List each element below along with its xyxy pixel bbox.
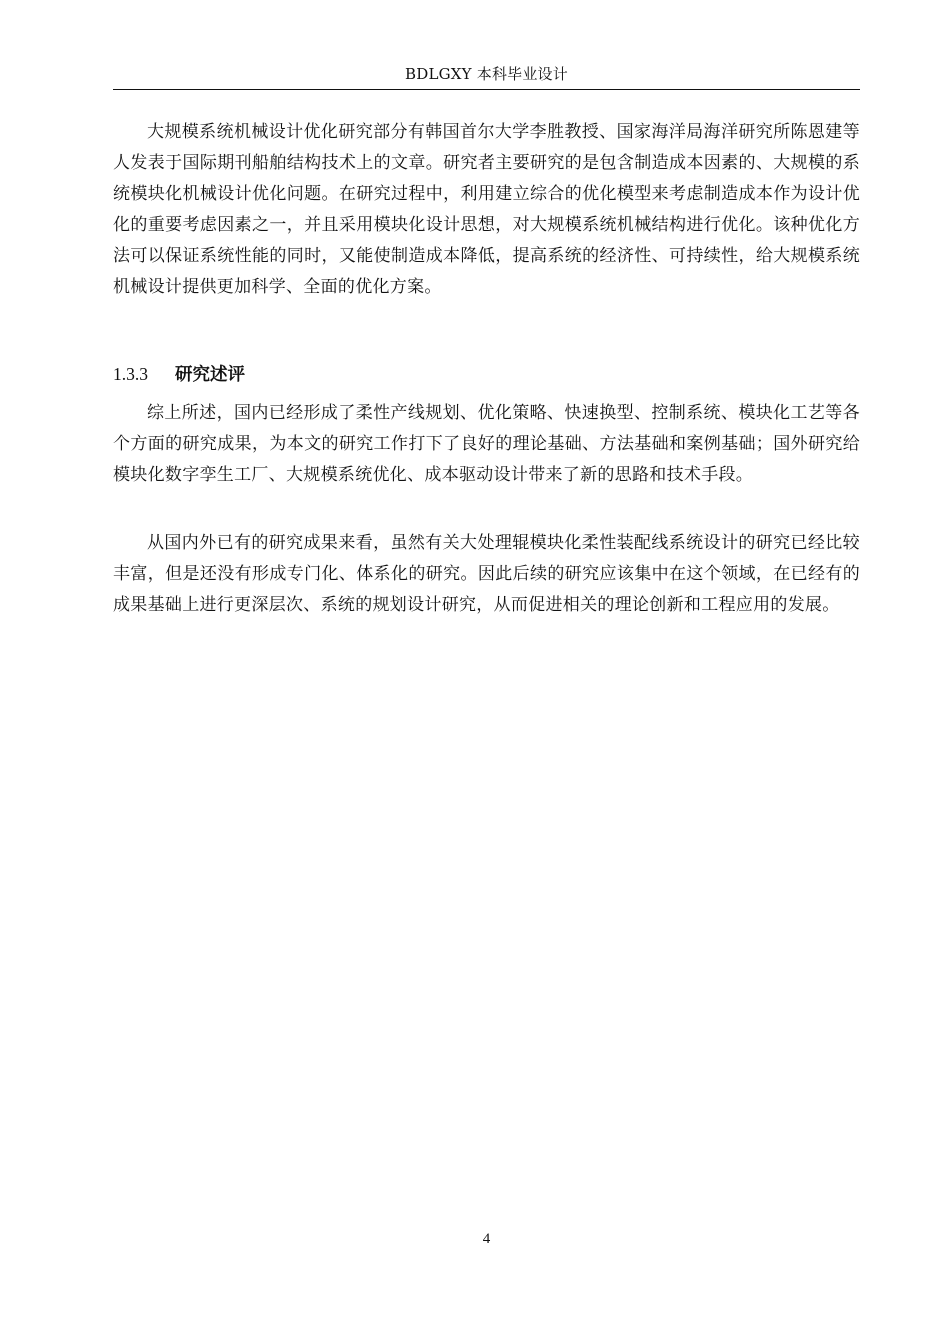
section-heading — [113, 360, 245, 389]
paragraph-overseas-research: 大规模系统机械设计优化研究部分有韩国首尔大学李胜教授、国家海洋局海洋研究所陈恩建等人发表于国际期刊船舶结构技术上的文章。研究者主要研究的是包含制造成本因素的、大规模的系统模块化机械设计优化问题。在研究过程中，利用建立综合的优化模型来考虑制造成本作为设计优化的重要考虑因素之一，并且采用模块化设计思想，对大规模系统机械结构进行优化。该种优化方法可以保证系统性能的同时，又能使制造成本降低，提高系统的经济性、可持续性，给大规模系统机械设计提供更加科学、全面的优化方案。 — [113, 122, 860, 297]
page-number: 4 — [482, 1231, 491, 1247]
header-divider — [113, 89, 860, 90]
paragraph-outlook: 从国内外已有的研究成果来看，虽然有关大处理辊模块化柔性装配线系统设计的研究已经比较丰富，但是还没有形成专门化、体系化的研究。因此后续的研究应该集中在这个领域，在已经有的成果基础上进行更深层次、系统的规划设计研究，从而促进相关的理论创新和工程应用的发展。 — [113, 533, 860, 615]
section-title: 研究述评 — [175, 365, 245, 385]
paragraph-summary: 综上所述，国内已经形成了柔性产线规划、优化策略、快速换型、控制系统、模块化工艺等各个方面的研究成果，为本文的研究工作打下了良好的理论基础、方法基础和案例基础；国外研究给模块化数字孪生工厂、大规模系统优化、成本驱动设计带来了新的思路和技术手段。 — [113, 403, 860, 485]
page-header: BDLGXY 本科毕业设计 — [405, 65, 568, 83]
section-number: 1.3.3 — [113, 364, 148, 384]
